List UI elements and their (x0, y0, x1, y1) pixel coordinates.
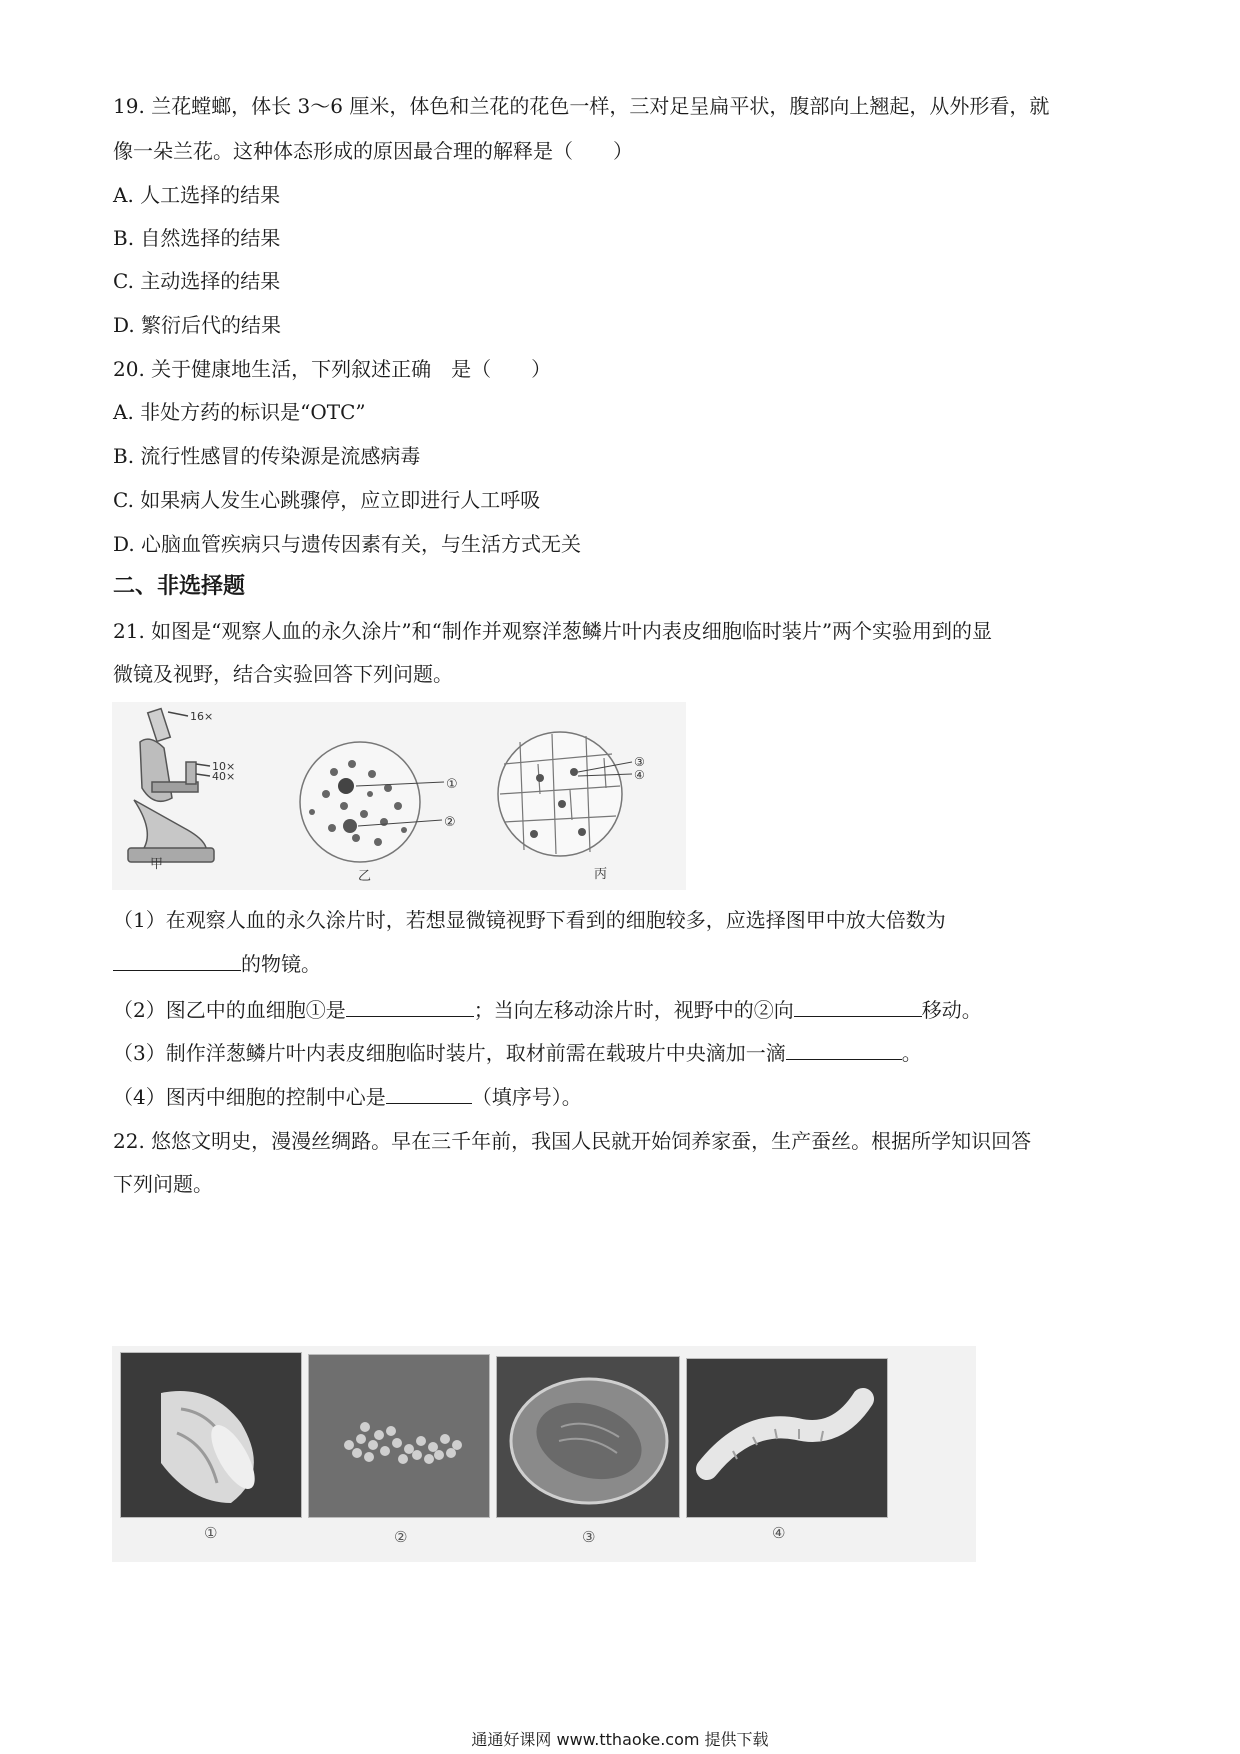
stage-label-1: ① (204, 1524, 218, 1542)
blood-smear-illustration (300, 742, 444, 862)
q19-option-a: A. 人工选择的结果 (113, 183, 281, 207)
label-mark-1: ① (446, 777, 458, 792)
eyepiece-label: 16× (190, 710, 214, 723)
answer-blank-5[interactable] (386, 1083, 472, 1104)
q21-figure (112, 702, 686, 890)
q21-sub1-line2 (113, 950, 321, 978)
q19-option-d: D. 繁衍后代的结果 (113, 313, 282, 337)
q22-stem-line2: 下列问题。 (113, 1172, 213, 1196)
q20-stem: 20. 关于健康地生活，下列叙述正确 是（ ） (113, 357, 552, 381)
q22-figure (112, 1346, 976, 1562)
q20-option-b: B. 流行性感冒的传染源是流感病毒 (113, 444, 421, 468)
silkworm-larva-photo (686, 1358, 888, 1518)
q19-option-b: B. 自然选择的结果 (113, 226, 281, 250)
stage-label-3: ③ (582, 1528, 596, 1546)
label-mark-4: ④ (634, 768, 645, 782)
answer-blank-1[interactable] (113, 950, 241, 971)
page-footer: 通通好课网 www.tthaoke.com 提供下载 (471, 1730, 769, 1749)
objective-10x-label: 10× (212, 760, 236, 773)
q21-sub2 (113, 996, 982, 1024)
label-mark-3: ③ (634, 755, 645, 769)
q21-sub2-part2: ；当向左移动涂片时，视野中的②向 (473, 998, 794, 1022)
objective-40x-label: 40× (212, 770, 236, 783)
q20-option-c: C. 如果病人发生心跳骤停，应立即进行人工呼吸 (113, 488, 541, 512)
q21-sub2-part1: （2）图乙中的血细胞①是 (113, 998, 346, 1022)
onion-cells-illustration (498, 732, 632, 856)
q21-sub2-part3: 移动。 (921, 998, 982, 1022)
q21-sub4 (113, 1083, 582, 1111)
q20-option-a: A. 非处方药的标识是“OTC” (113, 400, 366, 424)
q21-sub1-tail: 的物镜。 (241, 952, 321, 976)
q21-sub3 (113, 1039, 922, 1067)
stage-label-4: ④ (772, 1524, 786, 1542)
q19-option-c: C. 主动选择的结果 (113, 269, 281, 293)
label-mark-2: ② (444, 815, 456, 830)
figure-bing-label: 丙 (594, 867, 608, 882)
q19-stem-line2: 像一朵兰花。这种体态形成的原因最合理的解释是（ ） (113, 139, 633, 163)
section-heading: 二、非选择题 (113, 574, 246, 599)
q21-sub3-part1: （3）制作洋葱鳞片叶内表皮细胞临时装片，取材前需在载玻片中央滴加一滴 (113, 1041, 786, 1065)
figure-yi-label: 乙 (358, 869, 372, 884)
q21-sub3-part2: 。 (901, 1041, 922, 1065)
q20-option-d: D. 心脑血管疾病只与遗传因素有关，与生活方式无关 (113, 532, 582, 556)
silkworm-pupa-photo (496, 1356, 680, 1518)
silkworm-eggs-photo (308, 1354, 490, 1518)
q21-stem-line2: 微镜及视野，结合实验回答下列问题。 (113, 662, 453, 686)
q21-sub1-line1: （1）在观察人血的永久涂片时，若想显微镜视野下看到的细胞较多，应选择图甲中放大倍数为 (113, 908, 946, 932)
microscope-illustration (128, 709, 214, 862)
silkworm-moth-photo (120, 1352, 302, 1518)
answer-blank-2[interactable] (346, 996, 474, 1017)
q21-sub4-part2: （填序号）。 (471, 1085, 582, 1109)
figure-jia-label: 甲 (150, 857, 164, 872)
q19-stem-line1: 19. 兰花螳螂，体长 3～6 厘米，体色和兰花的花色一样，三对足呈扁平状，腹部向上翘起，从外形看，就 (113, 94, 1050, 118)
answer-blank-3[interactable] (794, 996, 922, 1017)
q21-sub4-part1: （4）图丙中细胞的控制中心是 (113, 1085, 386, 1109)
answer-blank-4[interactable] (786, 1039, 902, 1060)
stage-label-2: ② (394, 1528, 408, 1546)
q21-stem-line1: 21. 如图是“观察人血的永久涂片”和“制作并观察洋葱鳞片叶内表皮细胞临时装片”两个实验用到的显 (113, 619, 993, 643)
q22-stem-line1: 22. 悠悠文明史，漫漫丝绸路。早在三千年前，我国人民就开始饲养家蚕，生产蚕丝。根据所学知识回答 (113, 1129, 1032, 1153)
